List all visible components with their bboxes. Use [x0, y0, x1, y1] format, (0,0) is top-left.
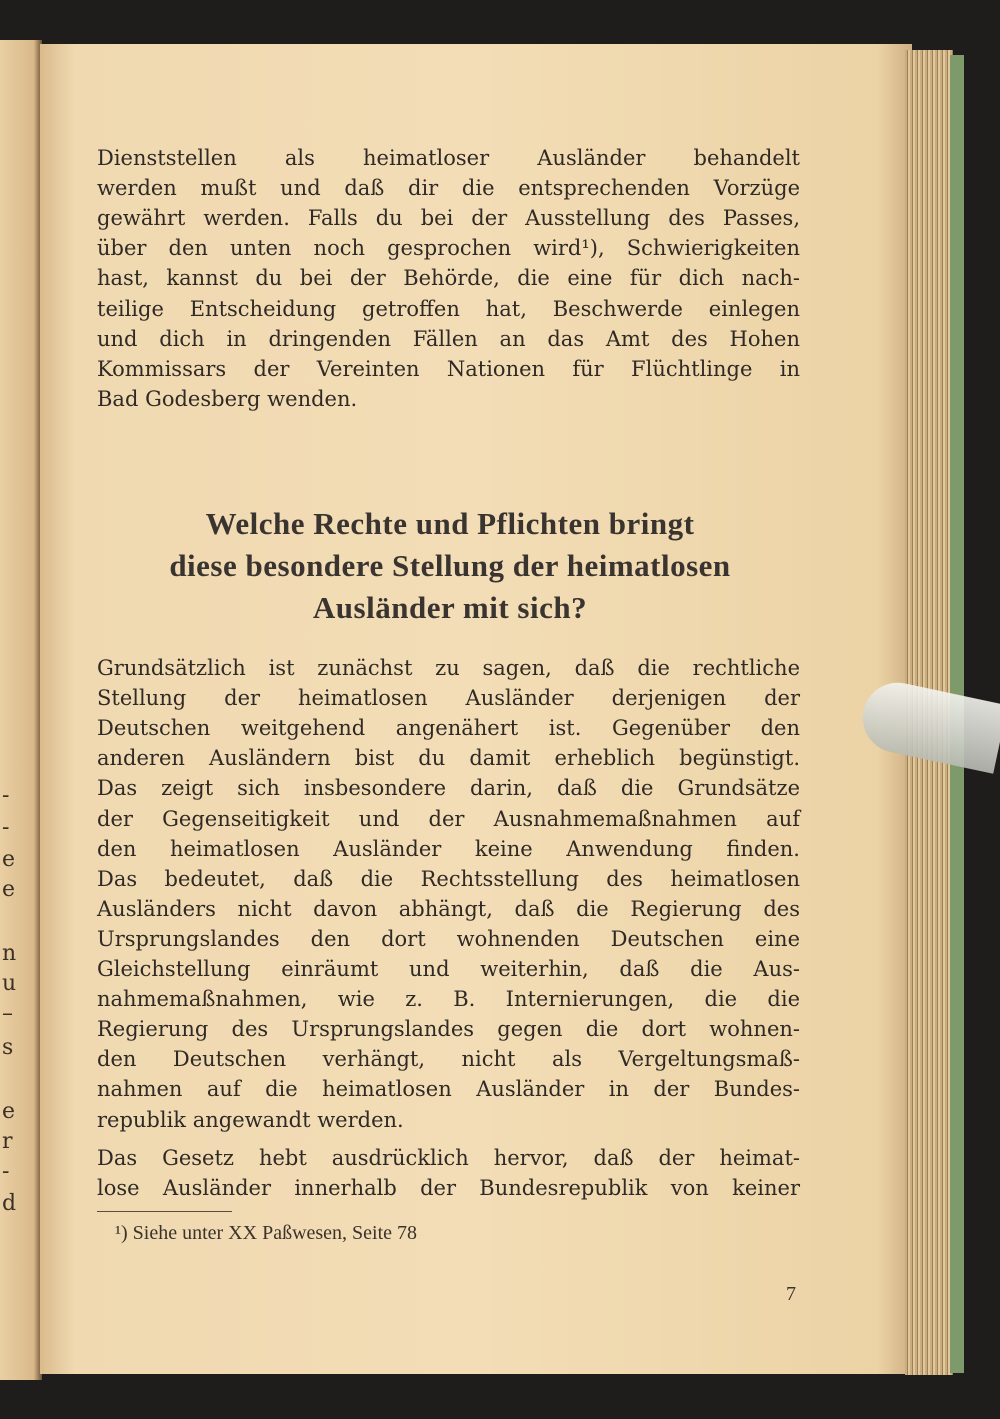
text-line: nahmemaßnahmen, wie z. B. Internierungen, die die	[97, 987, 800, 1012]
text-line: werden mußt und daß dir die entsprechenden Vorzüge	[97, 176, 800, 201]
text-line: Das bedeutet, daß die Rechtsstellung des heimatlosen	[97, 866, 800, 891]
text-line: Grundsätzlich ist zunächst zu sagen, daß die rechtliche	[97, 656, 800, 680]
text-line: Gleichstellung einräumt und weiterhin, daß die Aus-	[97, 957, 800, 981]
text-line: über den unten noch gesprochen wird¹), Schwierigkeiten	[97, 236, 800, 261]
text-line: anderen Ausländern bist du damit erheblich begünstigt.	[97, 746, 800, 771]
left-page-fragment: u	[2, 971, 17, 996]
heading-line: Welche Rechte und Pflichten bringt	[205, 506, 695, 541]
text-line: und dich in dringenden Fällen an das Amt des Hohen	[97, 326, 800, 351]
text-line: Dienststellen als heimatloser Ausländer behandelt	[97, 146, 800, 170]
left-page-fragment: e	[2, 847, 16, 872]
left-page-fragment: e	[2, 1099, 16, 1124]
left-page-fragment: d	[2, 1191, 17, 1216]
heading-line: diese besondere Stellung der heimatlosen	[169, 548, 731, 583]
text-line: Ausländers nicht davon abhängt, daß die Regierung des	[97, 896, 800, 921]
left-page-fragment: n	[2, 941, 17, 966]
left-page-fragment: e	[2, 877, 16, 902]
text-line: nahmen auf die heimatlosen Ausländer in der Bundes-	[97, 1077, 800, 1102]
text-line: gewährt werden. Falls du bei der Ausstellung des Passes,	[97, 206, 800, 231]
left-page-fragment: -	[2, 1159, 10, 1184]
text-line: Bad Godesberg wenden.	[97, 386, 358, 411]
heading-line: Ausländer mit sich?	[312, 590, 588, 625]
left-page-edge	[0, 40, 42, 1380]
footnote-rule	[97, 1211, 232, 1212]
left-page-fragment: r	[2, 1129, 13, 1154]
page-number: 7	[786, 1283, 796, 1305]
left-page-fragment: -	[2, 815, 10, 840]
text-line: hast, kannst du bei der Behörde, die eine für dich nach-	[97, 266, 800, 291]
text-line: teilige Entscheidung getroffen hat, Beschwerde einlegen	[97, 296, 800, 321]
footnote: ¹) Siehe unter XX Paßwesen, Seite 78	[115, 1222, 418, 1244]
text-line: Stellung der heimatlosen Ausländer derjenigen der	[97, 686, 800, 711]
text-line: republik angewandt werden.	[97, 1107, 404, 1132]
left-page-fragment: –	[2, 1001, 13, 1026]
left-page-fragment: -	[2, 783, 10, 808]
text-line: den heimatlosen Ausländer keine Anwendung finden.	[97, 836, 800, 861]
text-line: Regierung des Ursprungslandes gegen die dort wohnen-	[97, 1017, 800, 1042]
text-line: den Deutschen verhängt, nicht als Vergeltungsmaß-	[97, 1047, 800, 1072]
text-line: Das zeigt sich insbesondere darin, daß die Grundsätze	[97, 776, 800, 801]
text-line: Das Gesetz hebt ausdrücklich hervor, daß der heimat-	[97, 1146, 800, 1170]
left-page-fragment: s	[2, 1035, 14, 1060]
text-line: Deutschen weitgehend angenähert ist. Gegenüber den	[97, 716, 800, 741]
text-line: Kommissars der Vereinten Nationen für Flüchtlinge in	[97, 356, 800, 381]
text-line: der Gegenseitigkeit und der Ausnahmemaßnahmen auf	[97, 806, 800, 831]
text-line: Ursprungslandes den dort wohnenden Deutschen eine	[97, 926, 800, 951]
text-line: lose Ausländer innerhalb der Bundesrepublik von keiner	[97, 1176, 800, 1200]
